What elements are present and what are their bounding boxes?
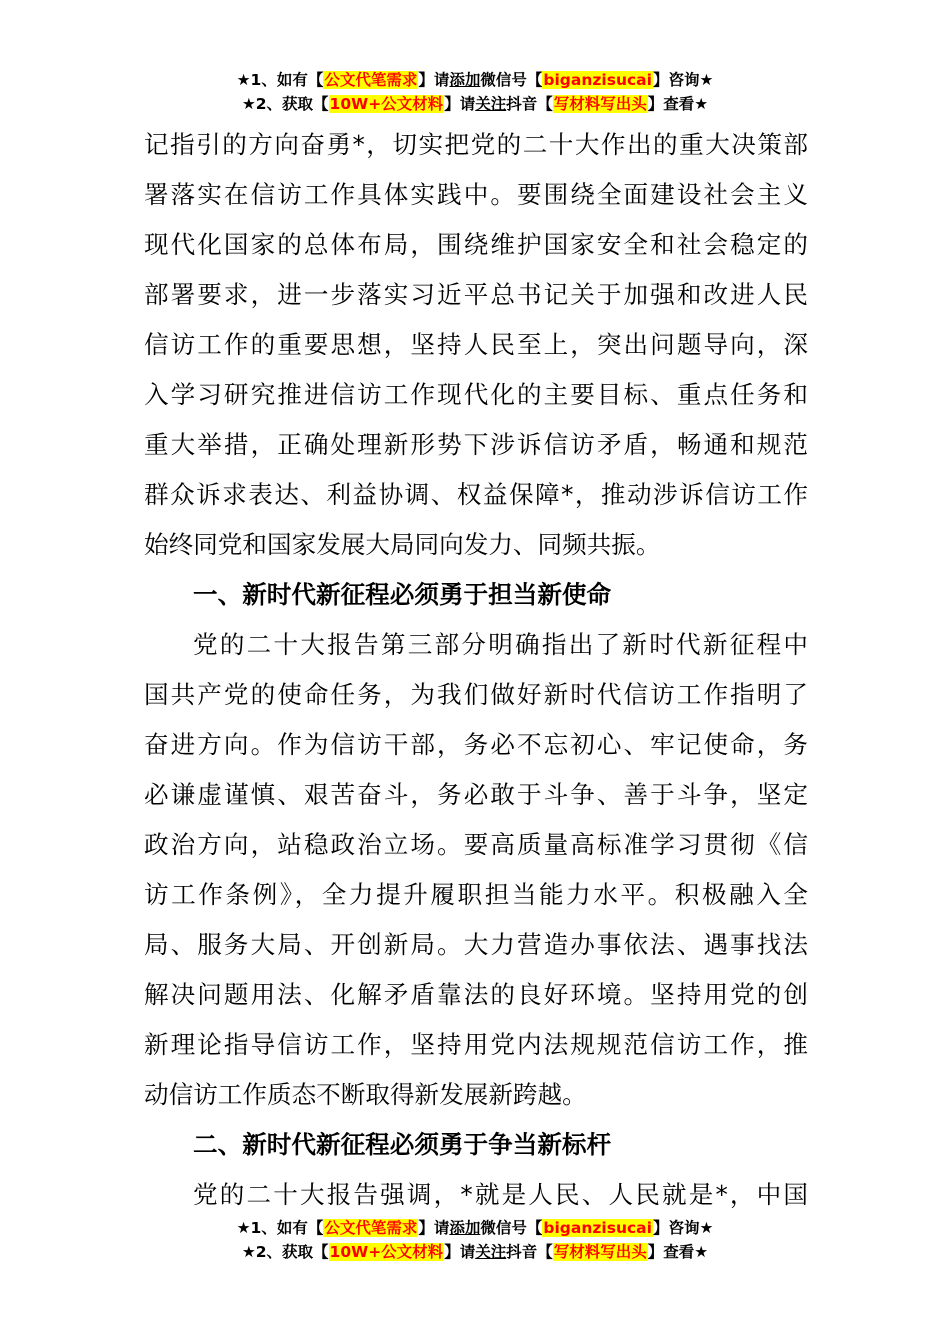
section-heading-2: 二、新时代新征程必须勇于争当新标杆 <box>193 1130 612 1159</box>
body-line: 信访工作的重要思想，坚持人民至上，突出问题导向，深 <box>144 330 808 359</box>
banner-text: 】请 <box>444 95 476 113</box>
banner-text: 】查看★ <box>647 95 709 113</box>
body-line: 现代化国家的总体布局，围绕维护国家安全和社会稳定的 <box>144 230 808 259</box>
body-line: 党的二十大报告强调，*就是人民、人民就是*，中国 <box>193 1180 808 1209</box>
body-line: 奋进方向。作为信访干部，务必不忘初心、牢记使命，务 <box>144 730 808 759</box>
banner-text: 】咨询★ <box>652 1219 714 1237</box>
body-line: 新理论指导信访工作，坚持用党内法规规范信访工作，推 <box>144 1030 808 1059</box>
body-line: 入学习研究推进信访工作现代化的主要目标、重点任务和 <box>144 380 808 409</box>
banner-text: ★2、获取【 <box>241 95 329 113</box>
body-line: 访工作条例》，全力提升履职担当能力水平。积极融入全 <box>144 880 808 909</box>
body-line: 党的二十大报告第三部分明确指出了新时代新征程中 <box>193 630 808 659</box>
banner-text: 】查看★ <box>647 1243 709 1261</box>
body-line: 动信访工作质态不断取得新发展新跨越。 <box>144 1080 587 1109</box>
body-line: 始终同党和国家发展大局同向发力、同频共振。 <box>144 530 661 559</box>
banner-text: 】咨询★ <box>652 71 714 89</box>
banner-text: 抖音【 <box>506 1243 553 1261</box>
banner-line-2 <box>0 92 950 116</box>
body-line: 局、服务大局、开创新局。大力营造办事依法、遇事找法 <box>144 930 808 959</box>
banner-highlight: biganzisucai <box>543 71 652 89</box>
document-body <box>144 120 808 1220</box>
body-line: 署落实在信访工作具体实践中。要围绕全面建设社会主义 <box>144 180 808 209</box>
banner-underline: 添加 <box>449 71 481 89</box>
banner-underline: 关注 <box>475 95 507 113</box>
header-banner <box>0 68 950 116</box>
body-line: 国共产党的使命任务，为我们做好新时代信访工作指明了 <box>144 680 808 709</box>
banner-text: ★2、获取【 <box>241 1243 329 1261</box>
body-line: 必谦虚谨慎、艰苦奋斗，务必敢于斗争、善于斗争，坚定 <box>144 780 808 809</box>
banner-text: 】请 <box>444 1243 476 1261</box>
banner-highlight: 公文代笔需求 <box>324 1219 418 1237</box>
banner-highlight: 写材料写出头 <box>553 95 647 113</box>
banner-underline: 关注 <box>475 1243 507 1261</box>
body-line: 记指引的方向奋勇*，切实把党的二十大作出的重大决策部 <box>144 130 808 159</box>
banner-text: ★1、如有【 <box>236 1219 324 1237</box>
banner-text: ★1、如有【 <box>236 71 324 89</box>
section-heading-1: 一、新时代新征程必须勇于担当新使命 <box>193 580 612 609</box>
body-line: 部署要求，进一步落实习近平总书记关于加强和改进人民 <box>144 280 808 309</box>
banner-highlight: 10W+公文材料 <box>329 95 444 113</box>
body-line: 政治方向，站稳政治立场。要高质量高标准学习贯彻《信 <box>144 830 808 859</box>
banner-line-1 <box>0 1216 950 1240</box>
banner-text: 微信号【 <box>480 71 543 89</box>
banner-underline: 添加 <box>449 1219 481 1237</box>
banner-highlight: biganzisucai <box>543 1219 652 1237</box>
banner-text: 】请 <box>418 1219 450 1237</box>
banner-highlight: 10W+公文材料 <box>329 1243 444 1261</box>
body-line: 群众诉求表达、利益协调、权益保障*，推动涉诉信访工作 <box>144 480 808 509</box>
body-line: 解决问题用法、化解矛盾靠法的良好环境。坚持用党的创 <box>144 980 808 1009</box>
banner-highlight: 写材料写出头 <box>553 1243 647 1261</box>
footer-banner <box>0 1216 950 1264</box>
banner-line-2 <box>0 1240 950 1264</box>
banner-line-1 <box>0 68 950 92</box>
body-line: 重大举措，正确处理新形势下涉诉信访矛盾，畅通和规范 <box>144 430 808 459</box>
banner-highlight: 公文代笔需求 <box>324 71 418 89</box>
banner-text: 抖音【 <box>506 95 553 113</box>
banner-text: 微信号【 <box>480 1219 543 1237</box>
banner-text: 】请 <box>418 71 450 89</box>
